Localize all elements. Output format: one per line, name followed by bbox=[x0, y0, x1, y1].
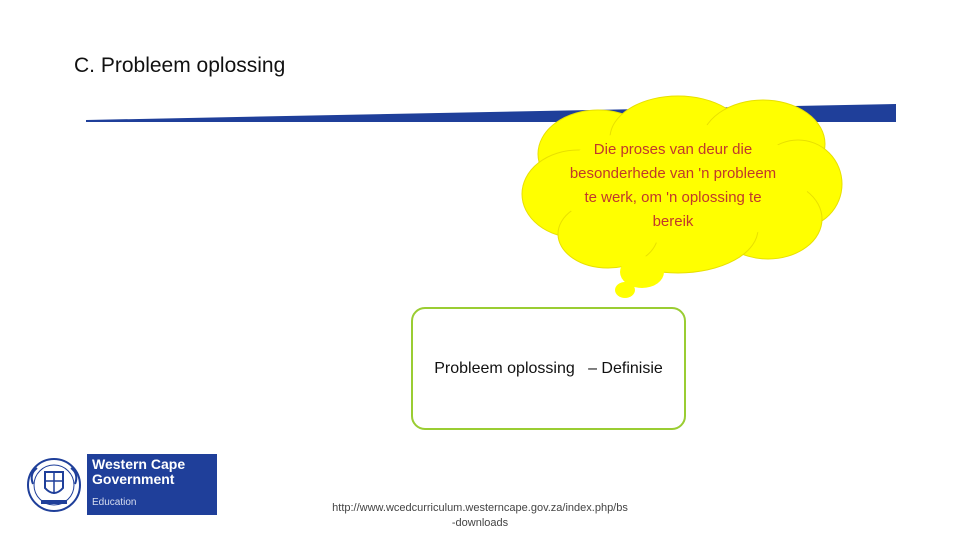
slide-title: C. Probleem oplossing bbox=[74, 54, 286, 77]
thought-bubble-tail-small bbox=[615, 282, 635, 298]
thought-bubble-text: Die proses van deur die besonderhede van 'n probleem te werk, om 'n oplossing te bereik bbox=[569, 141, 777, 230]
coat-of-arms-icon bbox=[21, 454, 87, 515]
source-url-line1: http://www.wcedcurriculum.westerncape.gov.za/index.php/bs bbox=[332, 502, 628, 514]
logo-department: Education bbox=[92, 497, 137, 508]
definition-box bbox=[411, 307, 686, 430]
source-url-line2: -downloads bbox=[451, 517, 509, 529]
source-url[interactable] bbox=[320, 501, 640, 531]
logo-name-line1: Western Cape bbox=[92, 456, 186, 472]
logo-name-line2: Government bbox=[92, 471, 175, 487]
western-cape-logo bbox=[21, 454, 217, 515]
logo-name bbox=[92, 457, 185, 487]
definition-label: Probleem oplossing – Definisie bbox=[434, 359, 663, 377]
logo-panel bbox=[87, 454, 217, 515]
